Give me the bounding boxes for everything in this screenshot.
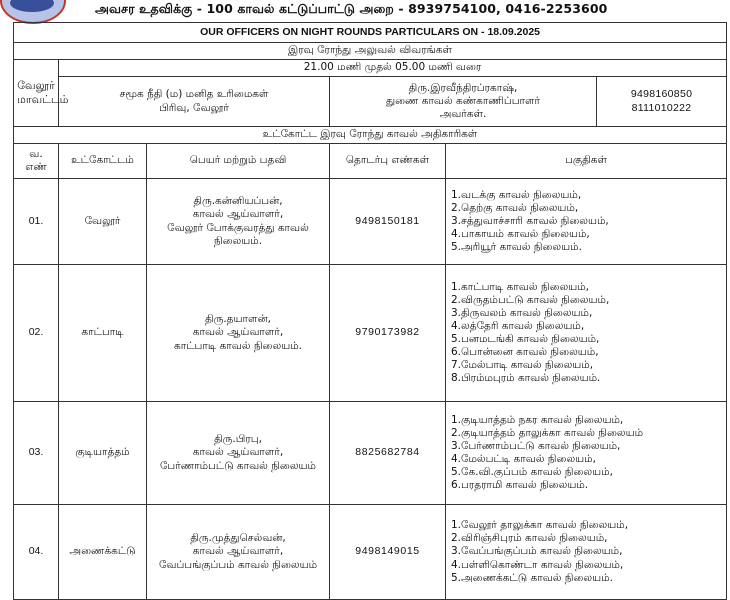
row-officer-name	[147, 505, 330, 600]
officer-name-line: நிலையம்.	[213, 234, 263, 247]
officer-name-line: வேலூர் போக்குவரத்து காவல்	[167, 221, 309, 234]
district-wing	[59, 77, 330, 127]
area-item: 1.காட்பாடி காவல் நிலையம்,	[451, 280, 590, 293]
area-item: 5.அணைக்கட்டு காவல் நிலையம்.	[451, 571, 613, 584]
area-item: 2.தெற்கு காவல் நிலையம்,	[451, 201, 579, 214]
row-sn: 01.	[14, 179, 59, 265]
area-item: 6.பரதராமி காவல் நிலையம்.	[451, 479, 589, 492]
district-label-line2: மாவட்டம்	[17, 93, 69, 106]
area-item: 2.விருதம்பட்டு காவல் நிலையம்,	[451, 293, 610, 306]
table-row	[14, 179, 727, 265]
row-sn: 03.	[14, 402, 59, 505]
area-item: 5.பனமடங்கி காவல் நிலையம்,	[451, 333, 600, 345]
row-officer-name	[147, 179, 330, 265]
officer-name-line: திரு.தயாளன்,	[205, 313, 271, 326]
district-label	[14, 60, 69, 127]
row-officer-name	[147, 265, 330, 402]
officer-name-line: காவல் ஆய்வாளர்,	[192, 446, 284, 459]
night-rounds-table	[13, 22, 727, 600]
emblem-center	[10, 0, 54, 12]
row-areas	[446, 265, 727, 402]
helpline-text: அவசர உதவிக்கு - 100 காவல் கட்டுப்பாட்டு அறை - 8939754100, 0416-2253600	[95, 1, 608, 16]
area-item: 2.விரிஞ்சிபுரம் காவல் நிலையம்,	[451, 532, 608, 545]
table-row	[14, 265, 727, 402]
officer-name-line: காவல் ஆய்வாளர்,	[192, 326, 284, 339]
row-subdivision: வேலூர்	[59, 179, 147, 265]
wing-line2: பிரிவு, வேலூர்	[159, 101, 229, 114]
col-header-areas: பகுதிகள்	[446, 144, 727, 179]
area-item: 8.பிரம்மபுரம் காவல் நிலையம்.	[451, 372, 601, 385]
area-item: 7.மேல்பாடி காவல் நிலையம்,	[451, 359, 594, 372]
district-phones	[597, 77, 727, 127]
officer-name-line: வேப்பங்குப்பம் காவல் நிலையம்	[158, 558, 318, 571]
row-areas	[446, 179, 727, 265]
district-label-line1: வேலூர்	[17, 79, 55, 93]
row-officer-name	[147, 402, 330, 505]
district-officer	[330, 77, 597, 127]
row-sn: 04.	[14, 505, 59, 600]
area-item: 3.சத்துவாச்சாரி காவல் நிலையம்,	[451, 214, 609, 227]
row-subdivision: காட்பாடி	[59, 265, 147, 402]
area-item: 6.பொன்னை காவல் நிலையம்,	[451, 346, 599, 359]
row-phone: 8825682784	[330, 402, 446, 505]
area-item: 5.கே.வி.குப்பம் காவல் நிலையம்,	[451, 466, 613, 479]
officer-name-line: காவல் ஆய்வாளர்,	[192, 545, 284, 558]
page-subtitle: இரவு ரோந்து அலுவல் விவரங்கள்	[14, 43, 727, 60]
district-officer-line1: திரு.இரவீந்திரப்ரகாஷ்,	[408, 81, 518, 94]
officer-name-line: திரு.கன்னியப்பன்,	[193, 195, 283, 208]
row-phone: 9790173982	[330, 265, 446, 402]
row-subdivision: குடியாத்தம்	[59, 402, 147, 505]
district-phone-1: 9498160850	[630, 88, 693, 101]
row-subdivision: அணைக்கட்டு	[59, 505, 147, 600]
area-item: 4.பாகாயம் காவல் நிலையம்,	[451, 228, 590, 241]
officer-name-line: திரு.பிரபு,	[214, 433, 262, 446]
area-item: 4.மேல்பட்டி காவல் நிலையம்,	[451, 453, 596, 465]
area-item: 3.வேப்பங்குப்பம் காவல் நிலையம்,	[451, 545, 623, 558]
section-title: உட்கோட்ட இரவு ரோந்து காவல் அதிகாரிகள்	[14, 127, 727, 144]
top-banner	[0, 0, 730, 20]
col-header-sn-line1: வ.	[29, 147, 43, 160]
page-title: OUR OFFICERS ON NIGHT ROUNDS PARTICULARS ON - 18.09.2025	[14, 23, 727, 43]
area-item: 2.குடியாத்தம் தாலுக்கா காவல் நிலையம்	[451, 426, 644, 439]
officer-name-line: பேர்ணாம்பட்டு காவல் நிலையம்	[159, 459, 317, 472]
area-item: 1.குடியாத்தம் நகர காவல் நிலையம்,	[451, 413, 624, 426]
officer-name-line: காட்பாடி காவல் நிலையம்.	[174, 339, 302, 352]
area-item: 5.அரியூர் காவல் நிலையம்.	[451, 241, 582, 254]
area-item: 1.வடக்கு காவல் நிலையம்,	[451, 188, 582, 201]
district-phone-2: 8111010222	[631, 101, 692, 114]
area-item: 3.பேர்ணாம்பட்டு காவல் நிலையம்,	[451, 439, 621, 452]
police-emblem-icon	[0, 0, 66, 24]
col-header-subdivision: உட்கோட்டம்	[59, 144, 147, 179]
col-header-sn-line2: எண்	[25, 161, 47, 173]
row-areas	[446, 402, 727, 505]
col-header-sn	[14, 144, 59, 179]
district-officer-line2: துணை காவல் கண்காணிப்பாளர்	[385, 94, 540, 107]
row-phone: 9498149015	[330, 505, 446, 600]
wing-line1: சமூக நீதி (ம) மனித உரிமைகள்	[119, 88, 269, 101]
area-item: 4.பள்ளிகொண்டா காவல் நிலையம்,	[451, 558, 624, 571]
col-header-contact: தொடர்பு எண்கள்	[330, 144, 446, 179]
row-phone: 9498150181	[330, 179, 446, 265]
row-areas	[446, 505, 727, 600]
area-item: 3.திருவலம் காவல் நிலையம்,	[451, 306, 593, 319]
area-item: 1.வேலூர் தாலுக்கா காவல் நிலையம்,	[451, 519, 629, 532]
district-officer-line3: அவர்கள்.	[439, 108, 487, 121]
row-sn: 02.	[14, 265, 59, 402]
area-item: 4.லத்தேரி காவல் நிலையம்,	[451, 319, 585, 332]
officer-name-line: காவல் ஆய்வாளர்,	[192, 208, 284, 221]
duty-timing: 21.00 மணி முதல் 05.00 மணி வரை	[59, 60, 727, 77]
officer-name-line: திரு.முத்துசெல்வன்,	[190, 532, 286, 545]
col-header-name: பெயர் மற்றும் பதவி	[147, 144, 330, 179]
table-row	[14, 402, 727, 505]
table-row	[14, 505, 727, 600]
officer-rows	[14, 179, 727, 600]
